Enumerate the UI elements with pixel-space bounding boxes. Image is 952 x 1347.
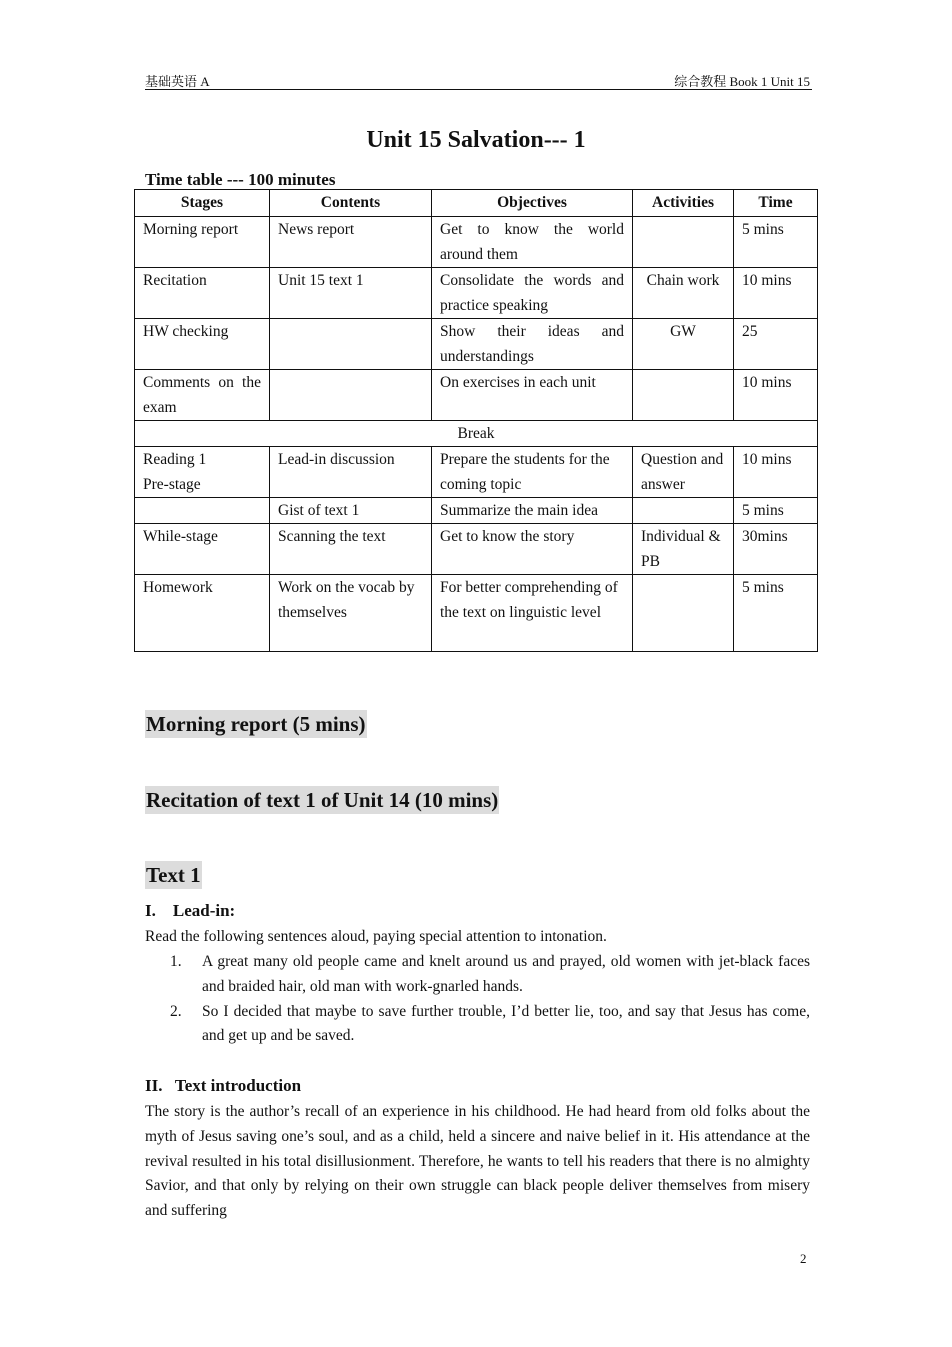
- table-cell: Morning report: [135, 217, 270, 268]
- col-header-objectives: Objectives: [432, 190, 633, 217]
- table-cell: Lead-in discussion: [270, 447, 432, 498]
- list-item: [170, 1000, 810, 1050]
- table-cell: Scanning the text: [270, 524, 432, 575]
- timetable-caption: Time table --- 100 minutes: [145, 170, 336, 189]
- leadin-heading: I. Lead-in:: [145, 901, 236, 920]
- table-cell: 5 mins: [734, 575, 818, 652]
- table-cell: [270, 370, 432, 421]
- table-cell: Chain work: [633, 268, 734, 319]
- col-header-stages: Stages: [135, 190, 270, 217]
- table-cell: News report: [270, 217, 432, 268]
- table-cell: [135, 498, 270, 524]
- col-header-contents: Contents: [270, 190, 432, 217]
- table-row: [135, 447, 818, 498]
- table-cell: [633, 575, 734, 652]
- col-header-activities: Activities: [633, 190, 734, 217]
- table-cell: On exercises in each unit: [432, 370, 633, 421]
- table-cell: Homework: [135, 575, 270, 652]
- table-row: [135, 370, 818, 421]
- table-cell: [633, 498, 734, 524]
- section-heading-morning-report: Morning report (5 mins): [146, 712, 366, 736]
- table-row: [135, 268, 818, 319]
- break-cell: Break: [135, 421, 818, 447]
- table-row: [135, 217, 818, 268]
- intro-paragraph: The story is the author’s recall of an experience in his childhood. He had heard from old folks about the myth of Jesus saving one’s soul, and as a child, held a sincere and naive belief in it. His attendance at the revival resulted in his total disillusionment. Therefore, he wants to tell his readers that there is no almighty Savior, and that only by relying on their own struggle can black people deliver themselves from misery and suffering: [145, 1103, 810, 1220]
- table-cell: [633, 370, 734, 421]
- header-left: 基础英语 A: [145, 74, 210, 89]
- table-row: [135, 575, 818, 652]
- header-right: 综合教程 Book 1 Unit 15: [674, 74, 810, 89]
- table-cell: For better comprehending of the text on linguistic level: [432, 575, 633, 652]
- table-cell: Prepare the students for the coming topic: [432, 447, 633, 498]
- table-cell: Recitation: [135, 268, 270, 319]
- table-cell: While-stage: [135, 524, 270, 575]
- break-row: [135, 421, 818, 447]
- list-item-text: So I decided that maybe to save further trouble, I’d better lie, too, and say that Jesus has come, and get up and be saved.: [202, 1002, 810, 1045]
- table-cell: 10 mins: [734, 370, 818, 421]
- leadin-intro: Read the following sentences aloud, paying special attention to intonation.: [145, 928, 607, 945]
- table-cell: 10 mins: [734, 447, 818, 498]
- timetable-header-row: [135, 190, 818, 217]
- table-cell: Unit 15 text 1: [270, 268, 432, 319]
- table-cell: Summarize the main idea: [432, 498, 633, 524]
- table-cell: Get to know the world around them: [432, 217, 633, 268]
- table-cell: Work on the vocab by themselves: [270, 575, 432, 652]
- page-number: 2: [800, 1251, 807, 1266]
- table-cell: [270, 319, 432, 370]
- table-row: [135, 524, 818, 575]
- table-cell: 10 mins: [734, 268, 818, 319]
- table-cell: 25: [734, 319, 818, 370]
- table-cell: 5 mins: [734, 217, 818, 268]
- table-cell: Question and answer: [633, 447, 734, 498]
- page-title: Unit 15 Salvation--- 1: [366, 127, 586, 153]
- table-cell: HW checking: [135, 319, 270, 370]
- list-item-number: 1.: [170, 953, 182, 970]
- list-item-number: 2.: [170, 1002, 182, 1020]
- table-cell: 30mins: [734, 524, 818, 575]
- table-row: [135, 498, 818, 524]
- table-cell: Gist of text 1: [270, 498, 432, 524]
- intro-heading: II. Text introduction: [145, 1076, 302, 1095]
- table-cell: 5 mins: [734, 498, 818, 524]
- table-cell: GW: [633, 319, 734, 370]
- table-cell: Get to know the story: [432, 524, 633, 575]
- table-cell: Individual & PB: [633, 524, 734, 575]
- table-cell: Show their ideas and understandings: [432, 319, 633, 370]
- table-cell: [633, 217, 734, 268]
- col-header-time: Time: [734, 190, 818, 217]
- leadin-list: [170, 950, 810, 1049]
- page-header: [145, 70, 812, 90]
- timetable: [134, 189, 818, 652]
- table-cell: Consolidate the words and practice speaking: [432, 268, 633, 319]
- table-cell: Reading 1 Pre-stage: [135, 447, 270, 498]
- list-item-text: A great many old people came and knelt around us and prayed, old women with jet-black faces and braided hair, old man with work-gnarled hands.: [202, 953, 810, 995]
- list-item: [170, 950, 810, 1000]
- section-heading-text1: Text 1: [146, 863, 201, 887]
- table-cell: Comments on the exam: [135, 370, 270, 421]
- table-row: [135, 319, 818, 370]
- section-heading-recitation: Recitation of text 1 of Unit 14 (10 mins): [146, 788, 499, 812]
